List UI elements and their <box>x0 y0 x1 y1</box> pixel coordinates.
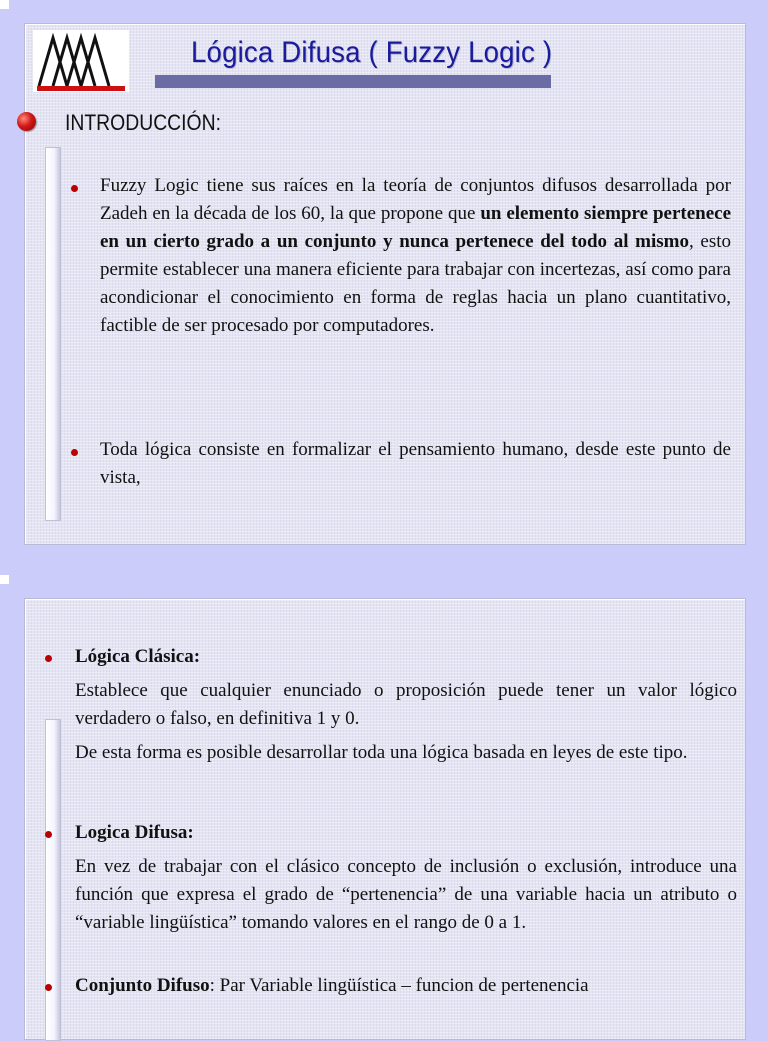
bullet-dot-icon <box>45 655 52 662</box>
slide-1 <box>24 23 746 545</box>
section-heading: INTRODUCCIÓN: <box>65 110 221 135</box>
intro-text-part1: Fuzzy Logic tiene sus raíces en la teoría de conjuntos difusos desarrollada por Zadeh en la década de los 60, la que propone que <box>100 175 731 224</box>
slide-title: Lógica Difusa ( Fuzzy Logic ) <box>191 36 553 69</box>
fuzzy-membership-logo-icon <box>33 30 129 92</box>
decorative-vertical-bar <box>45 147 61 521</box>
intro-paragraph-2: Toda lógica consiste en formalizar el pensamiento humano, desde este punto de vista, <box>100 439 731 488</box>
red-sphere-bullet-icon <box>17 112 36 131</box>
slide-2 <box>24 598 746 1040</box>
conjunto-difuso-heading: Conjunto Difuso <box>75 975 210 996</box>
intro-text-bold: un elemento siempre pertenece en un cierto grado a un conjunto y nunca pertenece del todo al mismo <box>100 203 732 252</box>
logica-clasica-text-2: De esta forma es posible desarrollar toda una lógica basada en leyes de este tipo. <box>75 742 688 763</box>
logica-clasica-text-1: Establece que cualquier enunciado o proposición puede tener un valor lógico verdadero o falso, en definitiva 1 y 0. <box>75 680 737 729</box>
intro-text-part2: , esto permite establecer una manera eficiente para trabajar con incertezas, así como para acondicionar el conocimiento en forma de reglas hacia un plano cuantitativo, factible de ser procesado por computadores. <box>100 231 731 336</box>
bullet-dot-icon <box>71 185 78 192</box>
logica-difusa-heading: Logica Difusa: <box>75 822 194 843</box>
logica-difusa-text: En vez de trabajar con el clásico concepto de inclusión o exclusión, introduce una función que expresa el grado de “pertenencia” de una variable hacia un atributo o “variable lingüística” tomando valores en el rango de 0 a 1. <box>75 856 737 933</box>
logo-graphic <box>33 30 129 92</box>
bullet-dot-icon <box>71 449 78 456</box>
intro-paragraph-1 <box>100 172 731 340</box>
bullet-dot-icon <box>45 984 52 991</box>
decorative-vertical-bar <box>45 719 61 1041</box>
title-underline-bar <box>155 75 551 88</box>
logica-clasica-heading: Lógica Clásica: <box>75 646 201 667</box>
bullet-dot-icon <box>45 831 52 838</box>
page-corner-marker-middle <box>0 575 9 584</box>
page-corner-marker-top <box>0 0 9 9</box>
conjunto-difuso-text: : Par Variable lingüística – funcion de pertenencia <box>209 975 589 996</box>
conjunto-difuso-line <box>75 972 589 1000</box>
